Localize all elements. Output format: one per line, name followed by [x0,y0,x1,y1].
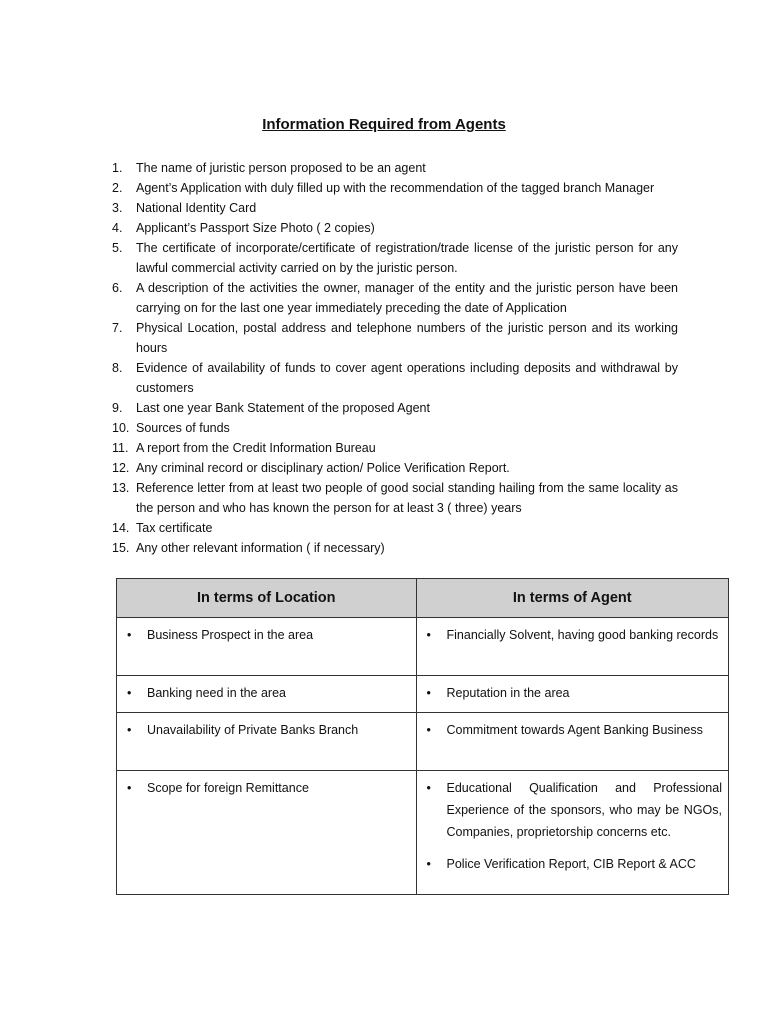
bullet-icon: • [127,686,132,700]
location-cell [117,676,417,713]
item-text: A description of the activities the owner, manager of the entity and the juristic person have been carrying on for the last one year immediately preceding the date of Application [136,281,678,315]
list-item [112,458,678,478]
item-number: 12. [112,461,130,475]
cell-text: Unavailability of Private Banks Branch [147,723,359,737]
item-number: 2. [112,181,123,195]
item-number: 7. [112,321,123,335]
list-item [112,158,678,178]
item-number: 8. [112,361,123,375]
criteria-table [116,578,729,895]
list-item [112,538,678,558]
item-number: 4. [112,221,123,235]
cell-text: Commitment towards Agent Banking Business [446,723,703,737]
item-text: Tax certificate [136,521,213,535]
item-text: Sources of funds [136,421,230,435]
item-number: 11. [112,441,129,455]
agent-cell [416,771,729,895]
list-item [112,398,678,418]
bullet-icon: • [426,628,431,642]
item-text: Reference letter from at least two people of good social standing hailing from the same locality as the person and who has known the person for at least 3 ( three) years [136,481,678,515]
item-text: The certificate of incorporate/certificate of registration/trade license of the juristic person for any lawful commercial activity carried on by the juristic person. [136,241,678,275]
item-number: 5. [112,241,123,255]
bullet-icon: • [426,857,431,871]
list-item [112,418,678,438]
bullet-icon: • [426,686,431,700]
list-item [112,318,678,358]
item-text: Agent’s Application with duly filled up with the recommendation of the tagged branch Manager [136,181,655,195]
list-item [112,358,678,398]
list-item [112,218,678,238]
cell-text: Police Verification Report, CIB Report & ACC [446,857,696,871]
item-number: 9. [112,401,123,415]
bullet-icon: • [127,723,132,737]
item-text: National Identity Card [136,201,257,215]
location-cell [117,618,417,676]
item-text: Any criminal record or disciplinary action/ Police Verification Report. [136,461,510,475]
item-text: Last one year Bank Statement of the proposed Agent [136,401,430,415]
item-text: Applicant’s Passport Size Photo ( 2 copies) [136,221,375,235]
item-text: The name of juristic person proposed to be an agent [136,161,426,175]
list-item [112,278,678,318]
bullet-icon: • [426,781,431,795]
bullet-icon: • [127,781,132,795]
location-cell [117,771,417,895]
table-row [117,618,729,676]
item-number: 1. [112,161,123,175]
item-text: Physical Location, postal address and telephone numbers of the juristic person and its working hours [136,321,678,355]
cell-text: Scope for foreign Remittance [147,781,309,795]
list-item [112,238,678,278]
cell-text: Educational Qualification and Professional Experience of the sponsors, who may be NGOs, Companies, proprietorship concerns etc. [446,781,722,839]
table-row [117,676,729,713]
item-number: 15. [112,541,130,555]
cell-text: Reputation in the area [446,686,570,700]
location-cell [117,713,417,771]
bullet-icon: • [127,628,132,642]
item-text: Any other relevant information ( if necessary) [136,541,385,555]
item-text: A report from the Credit Information Bureau [136,441,376,455]
item-number: 3. [112,201,123,215]
bullet-icon: • [426,723,431,737]
item-number: 10. [112,421,130,435]
list-item [112,478,678,518]
table-row [117,771,729,895]
list-item [112,438,678,458]
requirements-list [112,158,678,558]
table-header-row [117,579,729,618]
agent-cell [416,713,729,771]
item-number: 13. [112,481,130,495]
cell-text: Business Prospect in the area [147,628,314,642]
item-text: Evidence of availability of funds to cover agent operations including deposits and withdrawal by customers [136,361,678,395]
cell-text: Banking need in the area [147,686,286,700]
list-item [112,518,678,538]
page-title: Information Required from Agents [262,116,506,133]
header-location: In terms of Location [117,579,417,618]
item-number: 6. [112,281,123,295]
list-item [112,198,678,218]
agent-cell [416,676,729,713]
table-row [117,713,729,771]
agent-cell [416,618,729,676]
item-number: 14. [112,521,130,535]
cell-text: Financially Solvent, having good banking records [446,628,719,642]
list-item [112,178,678,198]
header-agent: In terms of Agent [416,579,729,618]
